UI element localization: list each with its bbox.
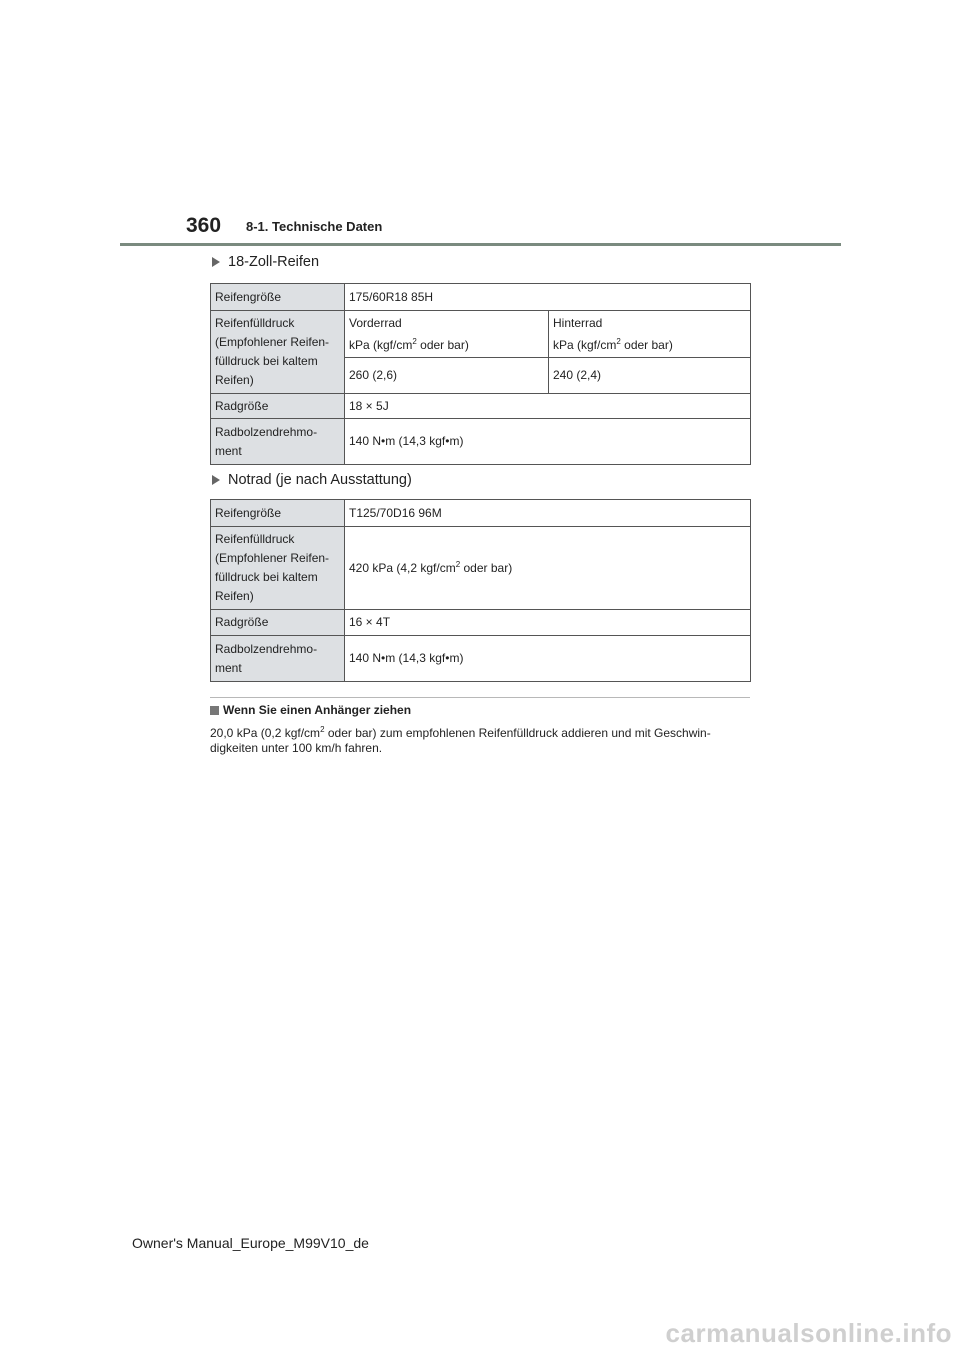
- front-wheel-title: Vorderrad: [349, 315, 402, 330]
- rear-wheel-unit: kPa ($kgf/cm^2$ oder bar): [553, 336, 673, 352]
- section-heading-text: 18-Zoll-Reifen: [228, 254, 320, 270]
- torque-label: [211, 636, 345, 682]
- rear-pressure-value: 240 (2,4): [549, 358, 751, 394]
- tire-size-value: 175/60R18 85H: [345, 284, 751, 311]
- pressure-label: [211, 527, 345, 610]
- front-wheel-header: [345, 311, 549, 358]
- table-row: [211, 527, 751, 610]
- wheel-size-value: 18 × 5J: [345, 394, 751, 419]
- triangle-bullet-icon: [212, 257, 220, 267]
- rear-wheel-title: Hinterrad: [553, 315, 603, 330]
- table-row: [211, 311, 751, 358]
- table-row: [211, 610, 751, 636]
- table-row: [211, 636, 751, 682]
- header-rule: [120, 243, 841, 246]
- pressure-label-line: fülldruck bei kaltem: [215, 354, 318, 368]
- note-body-line: 20,0 kPa (0,2 kgf/$cm^2$ oder bar) zum empfohlenen Reifenfülldruck addieren und mit Geschwin-: [210, 725, 711, 740]
- torque-value: 140 N•m (14,3 kgf•m): [345, 419, 751, 465]
- page-number: 360: [186, 214, 222, 237]
- torque-label-line: ment: [215, 443, 242, 458]
- wheel-size-value: 16 × 4T: [345, 610, 751, 636]
- tire-size-value: T125/70D16 96M: [345, 500, 751, 527]
- pressure-label-line: Reifen): [215, 589, 254, 603]
- triangle-bullet-icon: [212, 475, 220, 485]
- tire-spec-table-18-inch: [210, 283, 751, 465]
- tire-spec-table-spare: [210, 499, 751, 682]
- pressure-label-line: (Empfohlener Reifen-: [215, 335, 330, 349]
- torque-label-line: Radbolzendrehmo-: [215, 641, 318, 656]
- pressure-label-line: Reifenfülldruck: [215, 532, 295, 546]
- note-divider: [210, 697, 750, 698]
- torque-label-line: ment: [215, 660, 242, 675]
- square-bullet-icon: [210, 706, 219, 715]
- section-heading-spare-wheel: [212, 472, 412, 488]
- torque-value: 140 N•m (14,3 kgf•m): [345, 636, 751, 682]
- pressure-label-line: fülldruck bei kaltem: [215, 570, 318, 584]
- pressure-label-line: Reifenfülldruck: [215, 316, 295, 330]
- table-row: [211, 500, 751, 527]
- torque-label: [211, 419, 345, 465]
- table-row: [211, 419, 751, 465]
- table-row: [211, 394, 751, 419]
- table-row: [211, 284, 751, 311]
- front-pressure-value: 260 (2,6): [345, 358, 549, 394]
- note-heading-text: Wenn Sie einen Anhänger ziehen: [223, 703, 412, 717]
- note-body: [210, 726, 755, 756]
- pressure-label-line: Reifen): [215, 373, 254, 387]
- note-heading: [210, 703, 411, 717]
- torque-label-line: Radbolzendrehmo-: [215, 424, 318, 439]
- pressure-value: 420 kPa (4,2 kgf/$cm^2$ oder bar): [345, 527, 751, 610]
- section-heading-text: Notrad (je nach Ausstattung): [228, 472, 412, 488]
- section-heading-18-inch: [212, 254, 319, 270]
- pressure-label: [211, 311, 345, 394]
- watermark-text: carmanualsonline.info: [665, 1318, 952, 1348]
- tire-size-label: Reifengröße: [211, 500, 345, 527]
- wheel-size-label: Radgröße: [211, 610, 345, 636]
- footer-text: Owner's Manual_Europe_M99V10_de: [132, 1235, 369, 1251]
- pressure-label-line: (Empfohlener Reifen-: [215, 551, 330, 565]
- rear-wheel-header: [549, 311, 751, 358]
- note-body-line: digkeiten unter 100 km/h fahren.: [210, 741, 383, 755]
- tire-size-label: Reifengröße: [211, 284, 345, 311]
- chapter-title: 8-1. Technische Daten: [246, 219, 383, 234]
- wheel-size-label: Radgröße: [211, 394, 345, 419]
- front-wheel-unit: kPa ($kgf/cm^2$ oder bar): [349, 336, 469, 352]
